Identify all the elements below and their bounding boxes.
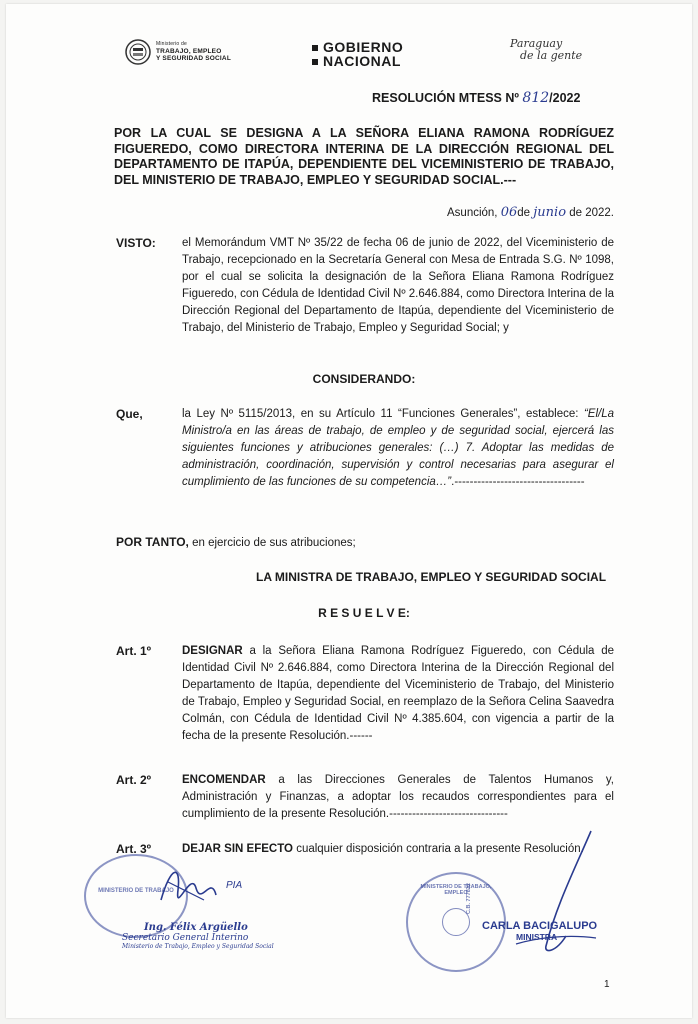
resuelve-heading: R E S U E L V E: bbox=[318, 606, 410, 620]
ministry-logo bbox=[124, 38, 264, 68]
ministry-small-label: Ministerio de bbox=[156, 41, 187, 47]
article-3-verb: DEJAR SIN EFECTO bbox=[182, 843, 293, 855]
article-1-text bbox=[182, 643, 614, 745]
left-signature-initials: PIA bbox=[226, 880, 243, 891]
visto-text: el Memorándum VMT Nº 35/22 de fecha 06 de junio de 2022, del Viceministerio de Trabajo, recepcionado en la Secretaría General con Mesa de Entrada S.G. Nº 1098, por el cual se solicita la designación de la Señora Eliana Ramona Rodríguez Figueredo, con Cédula de Identidad Civil Nº 2.646.884, como Directora Interina de la Dirección Regional del Departamento de Itapúa, dependiente del Viceministerio de Trabajo, del Ministerio de Trabajo, Empleo y Seguridad Social; y bbox=[182, 237, 614, 334]
right-signature-scribble bbox=[496, 826, 606, 966]
por-tanto-text: en ejercicio de sus atribuciones; bbox=[192, 537, 356, 549]
article-3-body: cualquier disposición contraria a la presente Resolución. bbox=[296, 843, 584, 855]
considerando-text-tail: .---------------------------------- bbox=[451, 476, 585, 488]
left-signatory-role: Secretario General Interino bbox=[122, 933, 249, 943]
article-2-body: a las Direcciones Generales de Talentos Humanos y, Administración y Finanzas, a adoptar los recaudos correspondientes para el cumplimiento de la presente Resolución.------------------------------- bbox=[182, 774, 614, 820]
document-date bbox=[390, 204, 614, 222]
article-2-verb: ENCOMENDAR bbox=[182, 774, 266, 786]
right-stamp-text: MINISTERIO DE TRABAJO, EMPLEO bbox=[420, 884, 492, 896]
resolution-number-handwritten: 812 bbox=[522, 90, 550, 106]
date-place: Asunción, bbox=[447, 207, 498, 219]
article-2-text bbox=[182, 772, 614, 823]
considerando-heading: CONSIDERANDO: bbox=[312, 372, 416, 386]
article-3-label: Art. 3º bbox=[116, 842, 152, 856]
considerando-text bbox=[182, 406, 614, 491]
resolution-number bbox=[372, 90, 612, 106]
article-1-body: a la Señora Eliana Ramona Rodríguez Figueredo, con Cédula de Identidad Civil Nº 2.646.884, como Directora Interina de la Dirección Regional del Departamento de Itapúa, dependiente del Viceministerio de Trabajo, del Ministerio de Trabajo, Empleo y Seguridad Social, en reemplazo de la Señora Celina Saavedra Colmán, con Cédula de Identidad Civil Nº 4.385.604, con vigencia a partir de la fecha de la presente Resolución.------ bbox=[182, 645, 614, 742]
right-signatory bbox=[482, 920, 622, 942]
ministry-name-line2: Y SEGURIDAD SOCIAL bbox=[156, 55, 231, 62]
que-label: Que, bbox=[116, 407, 143, 421]
right-stamp-code: C.B. 777822 bbox=[466, 883, 472, 914]
right-signatory-name: CARLA BACIGALUPO bbox=[482, 920, 598, 932]
date-de: de bbox=[517, 207, 531, 219]
left-signatory bbox=[122, 922, 292, 950]
por-tanto bbox=[116, 534, 356, 552]
visto-label: VISTO: bbox=[116, 236, 156, 250]
resolution-year: 2022 bbox=[552, 91, 581, 105]
right-signatory-role: MINISTRA bbox=[516, 932, 558, 942]
resolution-year-separator: / bbox=[549, 91, 553, 105]
considerando-text-plain: la Ley Nº 5115/2013, en su Artículo 11 “Funciones Generales”, establece: bbox=[182, 408, 579, 420]
document-title: POR LA CUAL SE DESIGNA A LA SEÑORA ELIANA RAMONA RODRÍGUEZ FIGUEREDO, COMO DIRECTORA INTERINA DE LA DIRECCIÓN REGIONAL DEL DEPARTAMENTO DE ITAPÚA, DEPENDIENTE DEL VICEMINISTERIO DE TRABAJO, DEL MINISTERIO DE TRABAJO, EMPLEO Y SEGURIDAD SOCIAL.--- bbox=[114, 126, 614, 187]
slogan-line2: de la gente bbox=[520, 49, 583, 62]
page-number: 1 bbox=[604, 979, 610, 990]
document-page bbox=[6, 4, 692, 1018]
slogan-logo bbox=[510, 38, 590, 62]
date-month-handwritten: junio bbox=[533, 205, 567, 220]
coat-of-arms-icon bbox=[124, 38, 152, 66]
considerando-text-quote: “El/La Ministro/a en las áreas de trabajo, de empleo y de seguridad social, ejercerá las siguientes funciones y atribuciones generales: (…) 7. Adoptar las medidas de administración, coordinación, supervisión y control necesarias para asegurar el cumplimiento de las funciones de su competencia…” bbox=[182, 408, 614, 488]
authority-heading: LA MINISTRA DE TRABAJO, EMPLEO Y SEGURIDAD SOCIAL bbox=[256, 570, 607, 584]
por-tanto-label: POR TANTO, bbox=[116, 535, 189, 549]
gobierno-nacional-logo bbox=[312, 40, 403, 68]
resolution-prefix: RESOLUCIÓN MTESS Nº bbox=[372, 91, 519, 105]
article-1-label: Art. 1º bbox=[116, 644, 152, 658]
left-signature-scribble bbox=[156, 860, 226, 910]
gov-line2: NACIONAL bbox=[323, 53, 401, 69]
left-stamp-text: MINISTERIO DE TRABAJO bbox=[98, 888, 174, 894]
date-day-handwritten: 06 bbox=[500, 205, 518, 220]
article-2-label: Art. 2º bbox=[116, 773, 152, 787]
slogan-line1: Paraguay bbox=[510, 37, 563, 50]
left-signatory-name: Ing. Félix Argüello bbox=[144, 922, 248, 933]
left-signatory-org: Ministerio de Trabajo, Empleo y Seguridad Social bbox=[122, 943, 274, 950]
article-1-verb: DESIGNAR bbox=[182, 645, 243, 657]
ministry-name-line1: TRABAJO, EMPLEO bbox=[156, 48, 222, 55]
gov-line1: GOBIERNO bbox=[323, 39, 404, 55]
date-year: de 2022. bbox=[569, 207, 614, 219]
